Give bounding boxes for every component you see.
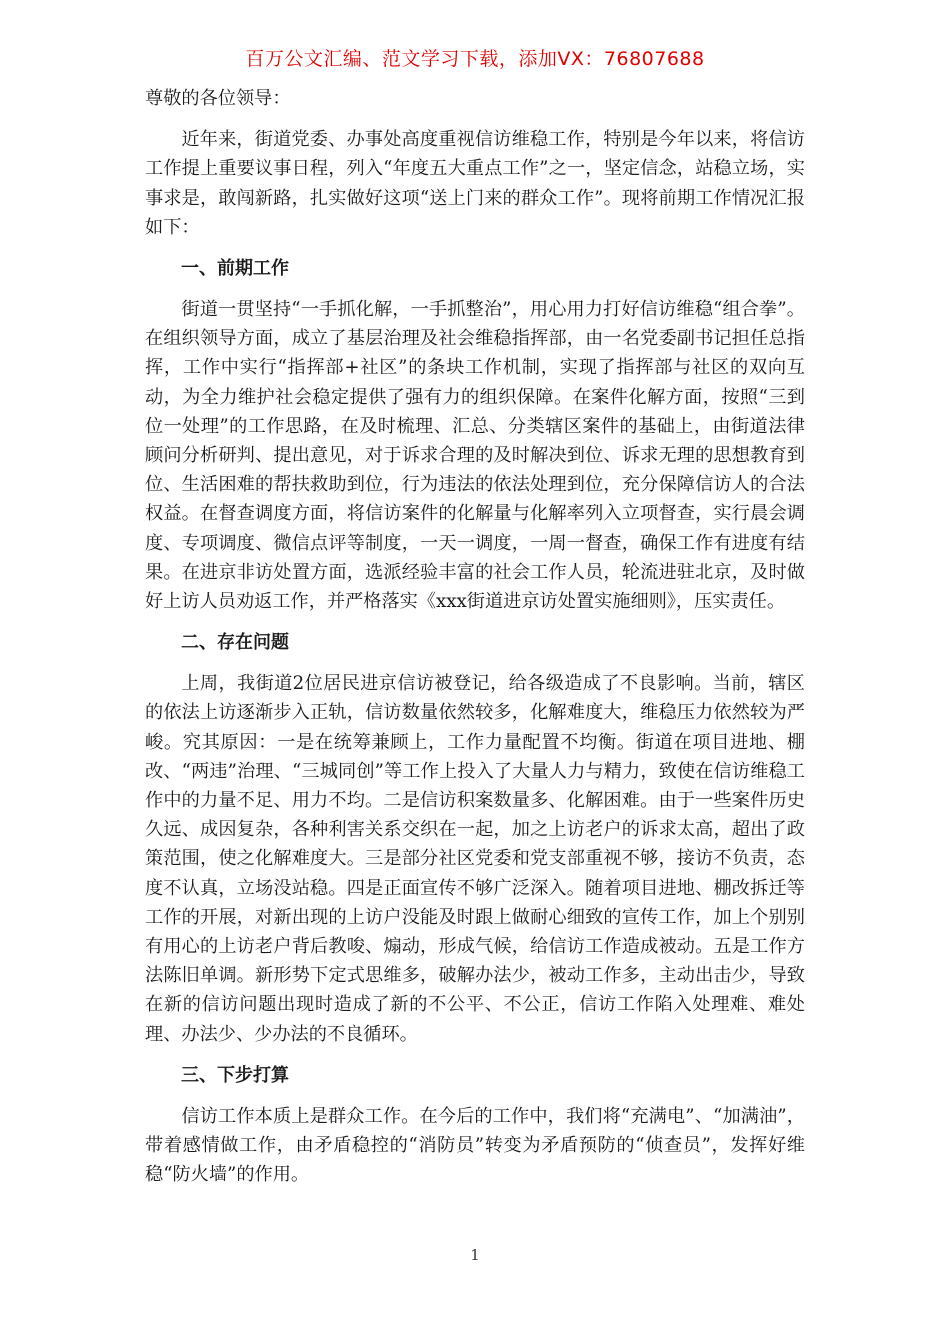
section-heading-existing-problems: 二、存在问题 — [181, 632, 289, 654]
paragraph-next-steps: 信访工作本质上是群众工作。在今后的工作中，我们将“充满电”、“加满油”，带着感情做工作，由矛盾稳控的“消防员”转变为矛盾预防的“侦查员”，发挥好维稳“防火墙”的作用。 — [145, 1105, 805, 1186]
header-banner: 百万公文汇编、范文学习下载，添加VX：76807688 — [245, 48, 705, 70]
section-heading-preliminary-work: 一、前期工作 — [181, 258, 289, 280]
salutation: 尊敬的各位领导： — [145, 88, 291, 109]
section-heading-next-steps: 三、下步打算 — [181, 1064, 289, 1086]
intro-paragraph: 近年来，街道党委、办事处高度重视信访维稳工作，特别是今年以来，将信访工作提上重要议事日程，列入“年度五大重点工作”之一，坚定信念，站稳立场，实事求是，敢闯新路，扎实做好这项“送上门来的群众工作”。现将前期工作情况汇报如下： — [145, 129, 805, 238]
page-number: 1 — [470, 1246, 480, 1264]
paragraph-existing-problems: 上周，我街道2位居民进京信访被登记，给各级造成了不良影响。当前，辖区的依法上访逐渐步入正轨，信访数量依然较多，化解难度大，维稳压力依然较为严峻。究其原因：一是在统筹兼顾上，工作力量配置不均衡。街道在项目进地、棚改、“两违”治理、“三城同创”等工作上投入了大量人力与精力，致使在信访维稳工作中的力量不足、用力不均。二是信访积案数量多、化解困难。由于一些案件历史久远、成因复杂，各种利害关系交织在一起，加之上访老户的诉求太高，超出了政策范围，使之化解难度大。三是部分社区党委和党支部重视不够，接访不负责，态度不认真，立场没站稳。四是正面宣传不够广泛深入。随着项目进地、棚改拆迁等工作的开展，对新出现的上访户没能及时跟上做耐心细致的宣传工作，加上个别别有用心的上访老户背后教唆、煽动，形成气候，给信访工作造成被动。五是工作方法陈旧单调。新形势下定式思维多，破解办法少，被动工作多，主动出击少，导致在新的信访问题出现时造成了新的不公平、不公正，信访工作陷入处理难、难处理、办法少、少办法的不良循环。 — [145, 673, 805, 1045]
paragraph-preliminary-work: 街道一贯坚持“一手抓化解，一手抓整治”，用心用力打好信访维稳“组合拳”。在组织领导方面，成立了基层治理及社会维稳指挥部，由一名党委副书记担任总指挥，工作中实行“指挥部+社区”的条块工作机制，实现了指挥部与社区的双向互动，为全力维护社会稳定提供了强有力的组织保障。在案件化解方面，按照“三到位一处理”的工作思路，在及时梳理、汇总、分类辖区案件的基础上，由街道法律顾问分析研判、提出意见，对于诉求合理的及时解决到位、诉求无理的思想教育到位、生活困难的帮扶救助到位，行为违法的依法处理到位，充分保障信访人的合法权益。在督查调度方面，将信访案件的化解量与化解率列入立项督查，实行晨会调度、专项调度、微信点评等制度，一天一调度，一周一督查，确保工作有进度有结果。在进京非访处置方面，选派经验丰富的社会工作人员，轮流进驻北京，及时做好上访人员劝返工作，并严格落实《xxx街道进京访处置实施细则》，压实责任。 — [145, 299, 805, 613]
document-body — [145, 84, 805, 1202]
